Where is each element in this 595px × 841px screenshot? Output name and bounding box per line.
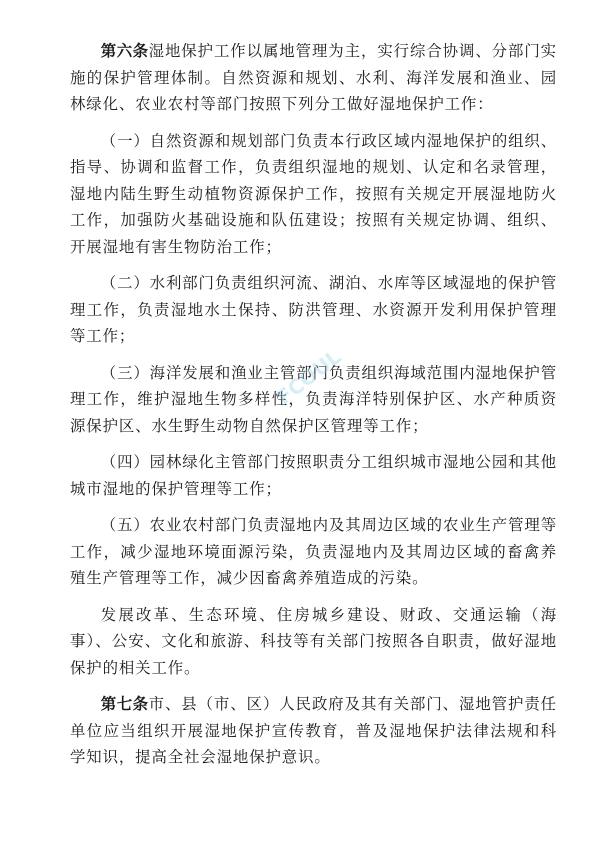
article-7-label: 第七条 xyxy=(100,695,149,713)
article-7-paragraph xyxy=(70,691,557,771)
clause-4-text: （四）园林绿化主管部门按照职责分工组织城市湿地公园和其他城市湿地的保护管理等工作； xyxy=(70,453,557,498)
clause-4-paragraph xyxy=(70,449,557,502)
clause-3-text: （三）海洋发展和渔业主管部门负责组织海域范围内湿地保护管理工作，维护湿地生物多样性，负责海洋特别保护区、水产种质资源保护区、水生野生动物自然保护区管理等工作； xyxy=(70,363,557,435)
clause-2-text: （二）水利部门负责组织河流、湖泊、水库等区域湿地的保护管理工作，负责湿地水土保持、防洪管理、水资源开发利用保护管理等工作； xyxy=(70,274,557,345)
other-departments-text: 发展改革、生态环境、住房城乡建设、财政、交通运输（海事）、公安、文化和旅游、科技等有关部门按照各自职责，做好湿地保护的相关工作。 xyxy=(70,605,557,677)
watermark-text: FCOUL xyxy=(272,344,346,410)
clause-5-paragraph xyxy=(70,512,557,592)
article-6-paragraph xyxy=(70,38,557,118)
clause-2-paragraph xyxy=(70,270,557,350)
article-7-text: 市、县（市、区）人民政府及其有关部门、湿地管护责任单位应当组织开展湿地保护宣传教育，普及湿地保护法律法规和科学知识，提高全社会湿地保护意识。 xyxy=(70,695,557,766)
clause-5-text: （五）农业农村部门负责湿地内及其周边区域的农业生产管理等工作，减少湿地环境面源污染，负责湿地内及其周边区域的畜禽养殖生产管理等工作，减少因畜禽养殖造成的污染。 xyxy=(70,516,557,587)
article-6-label: 第六条 xyxy=(100,42,149,60)
clause-1-text: （一）自然资源和规划部门负责本行政区域内湿地保护的组织、指导、协调和监督工作，负责组织湿地的规划、认定和名录管理，湿地内陆生野生动植物资源保护工作，按照有关规定开展湿地防火工作，加强防火基础设施和队伍建设；按照有关规定协调、组织、开展湿地有害生物防治工作； xyxy=(70,131,557,256)
clause-1-paragraph xyxy=(70,128,557,261)
clause-3-paragraph xyxy=(70,360,557,440)
document-page xyxy=(70,38,557,828)
article-6-text: 湿地保护工作以属地管理为主，实行综合协调、分部门实施的保护管理体制。自然资源和规划、水利、海洋发展和渔业、园林绿化、农业农村等部门按照下列分工做好湿地保护工作： xyxy=(70,42,557,113)
other-departments-paragraph xyxy=(70,602,557,682)
